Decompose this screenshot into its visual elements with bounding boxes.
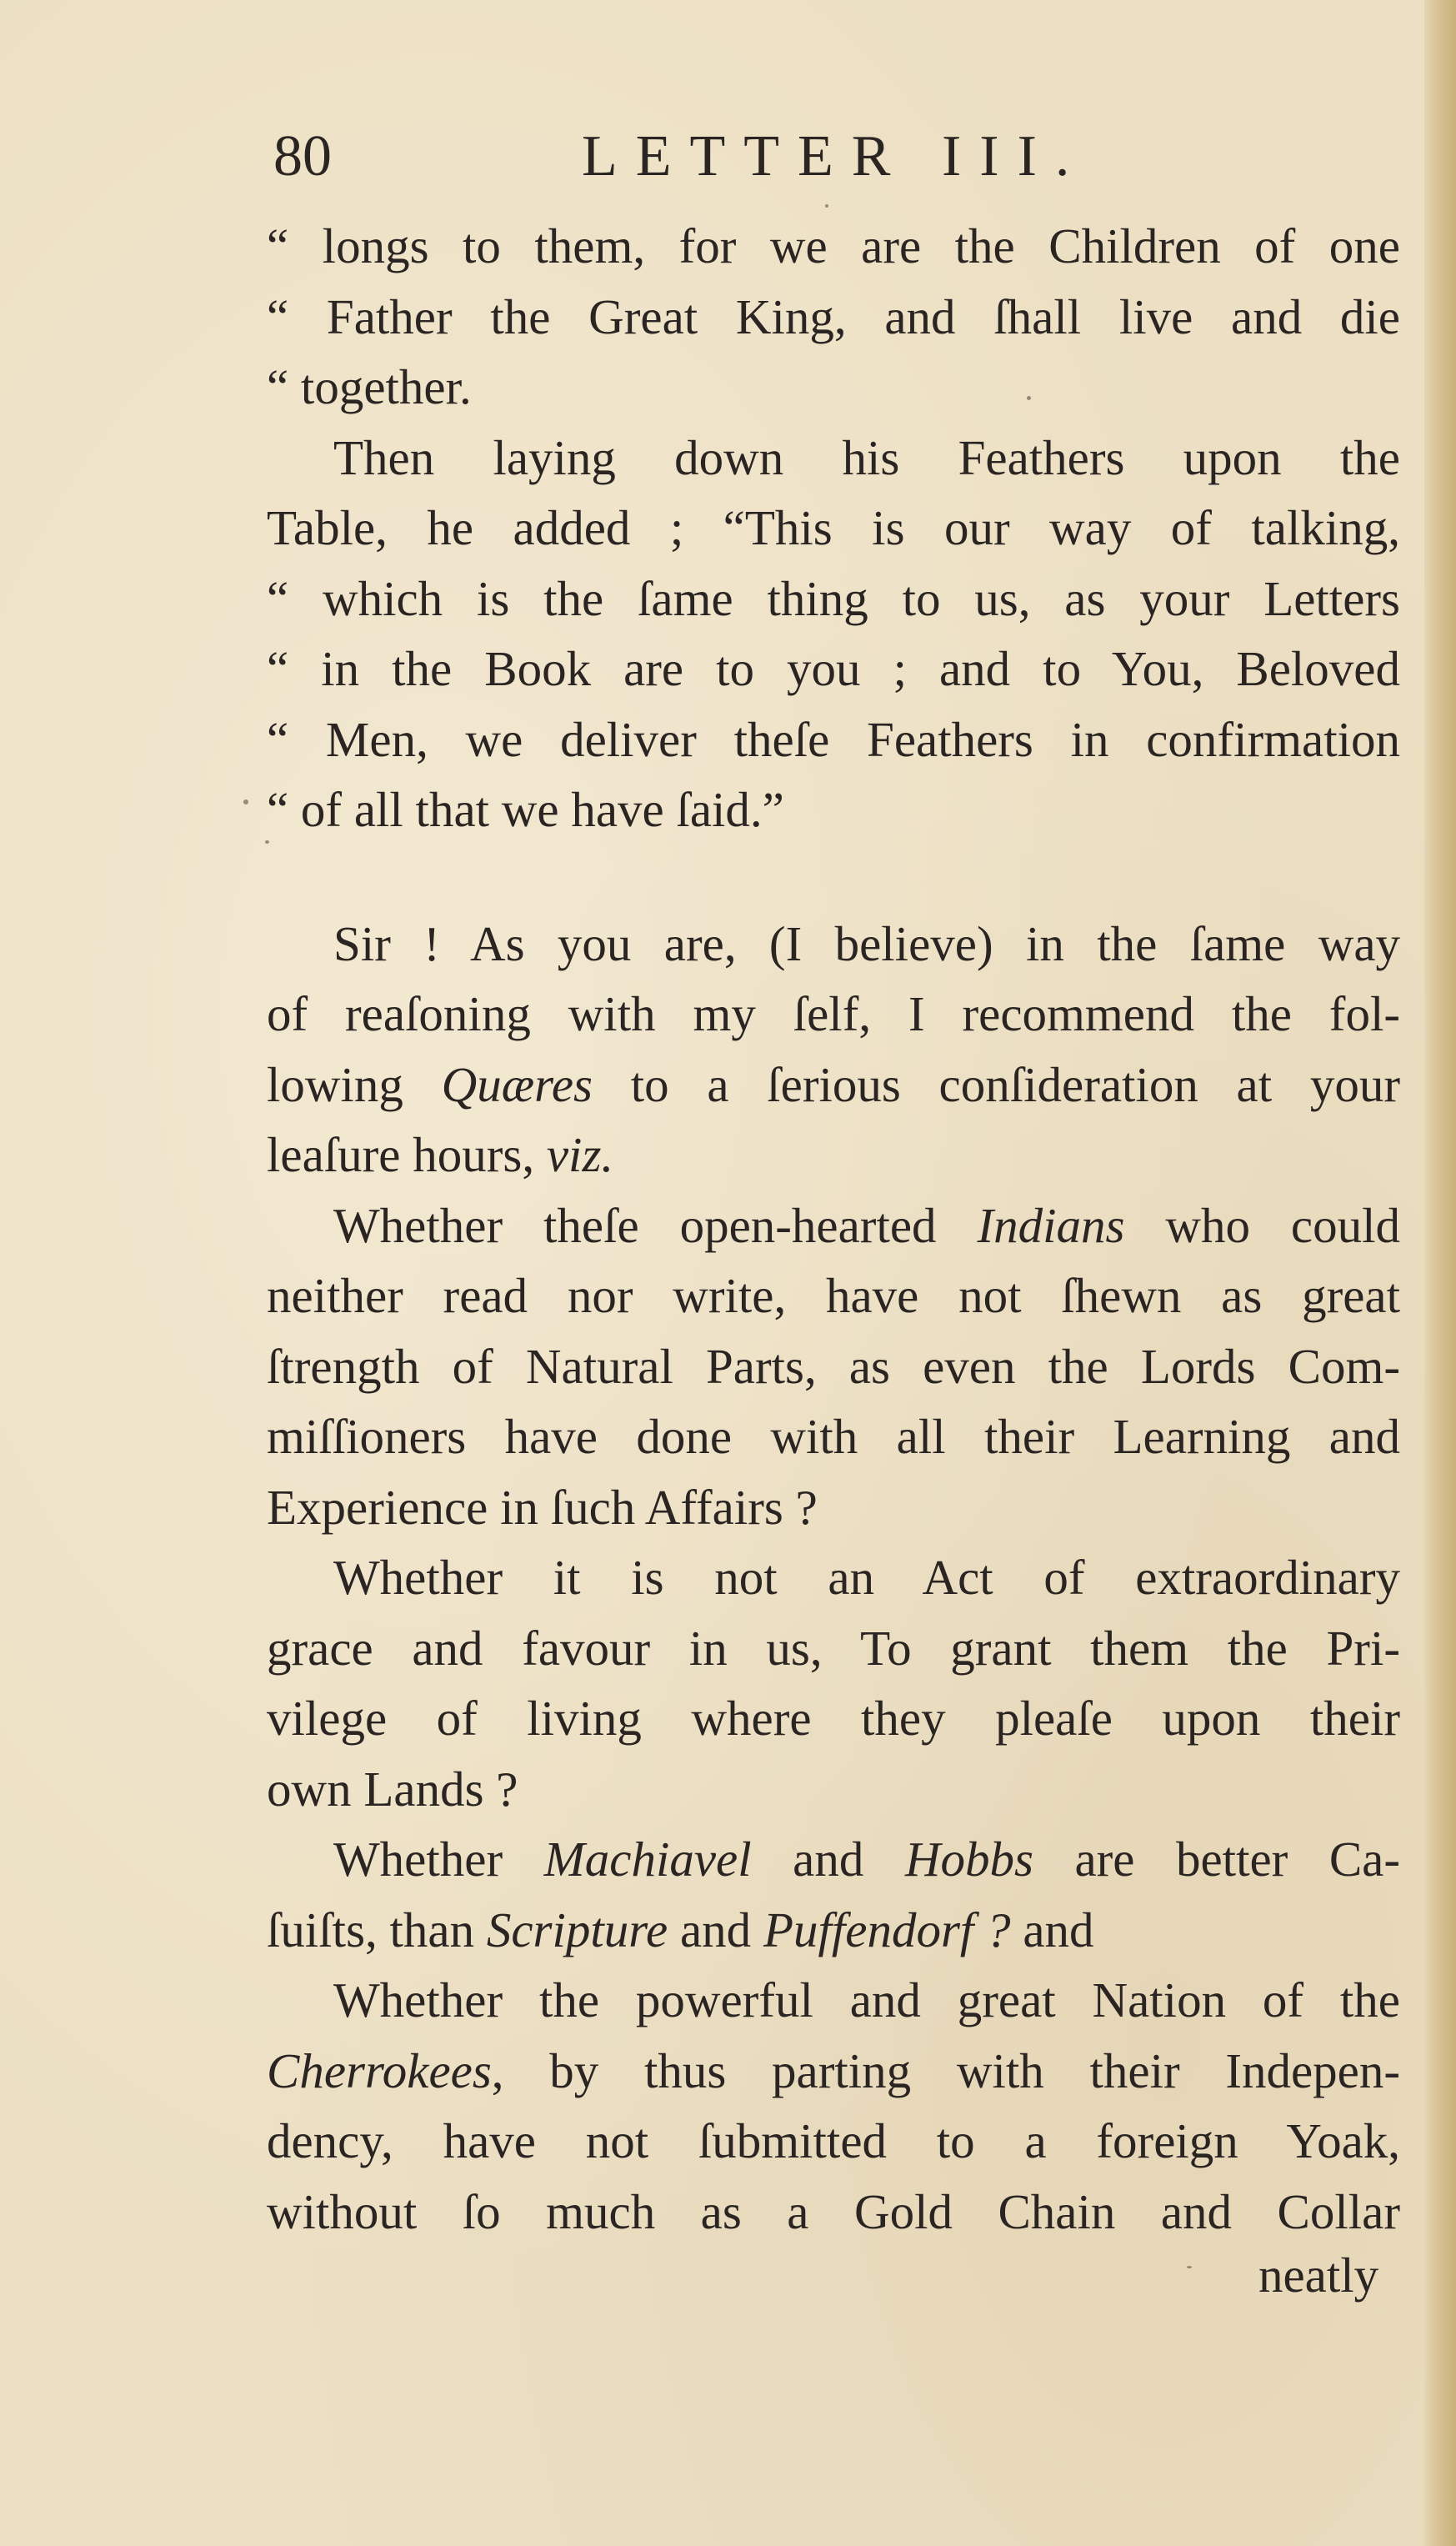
text-run: Sir ! As you are, (I believe) in the ſame way: [333, 915, 1400, 971]
text-line: [267, 2178, 1400, 2246]
text-line: [267, 2037, 1400, 2105]
text-run: ſtrength of Natural Parts, as even the Lords Com-: [267, 1338, 1400, 1394]
text-line: [267, 910, 1400, 978]
text-run: and: [1010, 1902, 1094, 1957]
text-run: leaſure hours,: [267, 1127, 547, 1182]
text-run: who could: [1124, 1197, 1400, 1253]
text-line: [267, 705, 1400, 774]
text-run: “ longs to them, for we are the Children of one: [267, 218, 1400, 273]
text-run: , by thus parting with their Indepen-: [491, 2042, 1400, 2098]
text-line: [267, 775, 784, 844]
text-run: “ which is the ſame thing to us, as your Letters: [267, 570, 1400, 626]
text-line: [267, 1684, 1400, 1752]
text-line: [267, 1402, 1400, 1471]
text-line: [267, 1614, 1400, 1682]
italic-text: viz.: [546, 1127, 614, 1182]
text-run: “ Men, we deliver theſe Feathers in confirmation: [267, 711, 1400, 767]
text-line: [267, 1896, 1094, 1964]
text-line: [267, 1191, 1400, 1260]
text-run: Table, he added ; “This is our way of talking,: [267, 500, 1400, 555]
paper-speck: [265, 840, 269, 844]
paper-speck: [825, 204, 828, 208]
text-run: miſſioners have done with all their Learning and: [267, 1409, 1400, 1464]
text-run: and: [751, 1832, 905, 1887]
text-line: [267, 1755, 518, 1823]
text-run: lowing: [267, 1056, 442, 1112]
text-run: Whether: [333, 1832, 544, 1887]
text-line: [267, 353, 472, 421]
text-run: Experience in ſuch Affairs ?: [267, 1479, 818, 1535]
running-title: LETTER III.: [582, 124, 1088, 188]
page-number: 80: [273, 124, 332, 188]
text-run: are better Ca-: [1033, 1832, 1401, 1887]
italic-text: Scripture: [486, 1902, 668, 1957]
text-run: “ in the Book are to you ; and to You, Beloved: [267, 641, 1400, 696]
text-run: grace and favour in us, To grant them the Pri-: [267, 1620, 1400, 1676]
italic-text: Quæres: [441, 1056, 593, 1112]
italic-text: Indians: [977, 1197, 1125, 1253]
text-run: to a ſerious conſideration at your: [593, 1056, 1400, 1112]
text-line: [267, 212, 1400, 280]
text-run: vilege of living where they pleaſe upon their: [267, 1691, 1400, 1746]
paper-speck: [1187, 2266, 1192, 2268]
text-line: [267, 2107, 1400, 2175]
text-run: Then laying down his Feathers upon the: [333, 429, 1400, 485]
text-run: Whether theſe open-hearted: [333, 1197, 978, 1253]
paper-speck: [243, 799, 248, 804]
text-run: own Lands ?: [267, 1761, 518, 1817]
text-line: [267, 1261, 1400, 1330]
text-run: ſuiſts, than: [267, 1902, 487, 1957]
text-line: [267, 494, 1400, 562]
text-line: [267, 423, 1400, 492]
text-run: Whether the powerful and great Nation of the: [333, 1972, 1400, 2027]
text-run: of reaſoning with my ſelf, I recommend the fol-: [267, 986, 1400, 1041]
running-head: [273, 115, 1173, 198]
catchword: neatly: [1258, 2248, 1379, 2303]
text-line: [267, 1473, 818, 1541]
text-run: without ſo much as a Gold Chain and Collar: [267, 2183, 1400, 2239]
text-run: Whether it is not an Act of extraordinary: [333, 1550, 1400, 1605]
text-line: [267, 1050, 1400, 1119]
text-run: “ Father the Great King, and ſhall live and die: [267, 288, 1400, 344]
text-line: [267, 1120, 613, 1189]
text-run: neither read nor write, have not ſhewn as great: [267, 1268, 1400, 1323]
text-line: [267, 1332, 1400, 1401]
italic-text: Puffendorf ?: [763, 1902, 1011, 1957]
text-line: [267, 1825, 1400, 1893]
text-line: [267, 634, 1400, 703]
text-line: [267, 564, 1400, 633]
text-line: [267, 283, 1400, 351]
text-line: [267, 1543, 1400, 1611]
text-run: dency, have not ſubmitted to a foreign Yoak,: [267, 2113, 1400, 2168]
italic-text: Cherrokees: [267, 2042, 492, 2098]
text-line: [267, 1966, 1400, 2034]
italic-text: Hobbs: [904, 1832, 1033, 1887]
italic-text: Machiavel: [543, 1832, 752, 1887]
page-edge-shadow: [1424, 0, 1456, 2546]
text-run: “ together.: [267, 359, 472, 414]
text-line: [267, 980, 1400, 1048]
paper-speck: [1027, 396, 1031, 400]
text-run: “ of all that we have ſaid.”: [267, 782, 784, 837]
text-run: and: [668, 1902, 763, 1957]
